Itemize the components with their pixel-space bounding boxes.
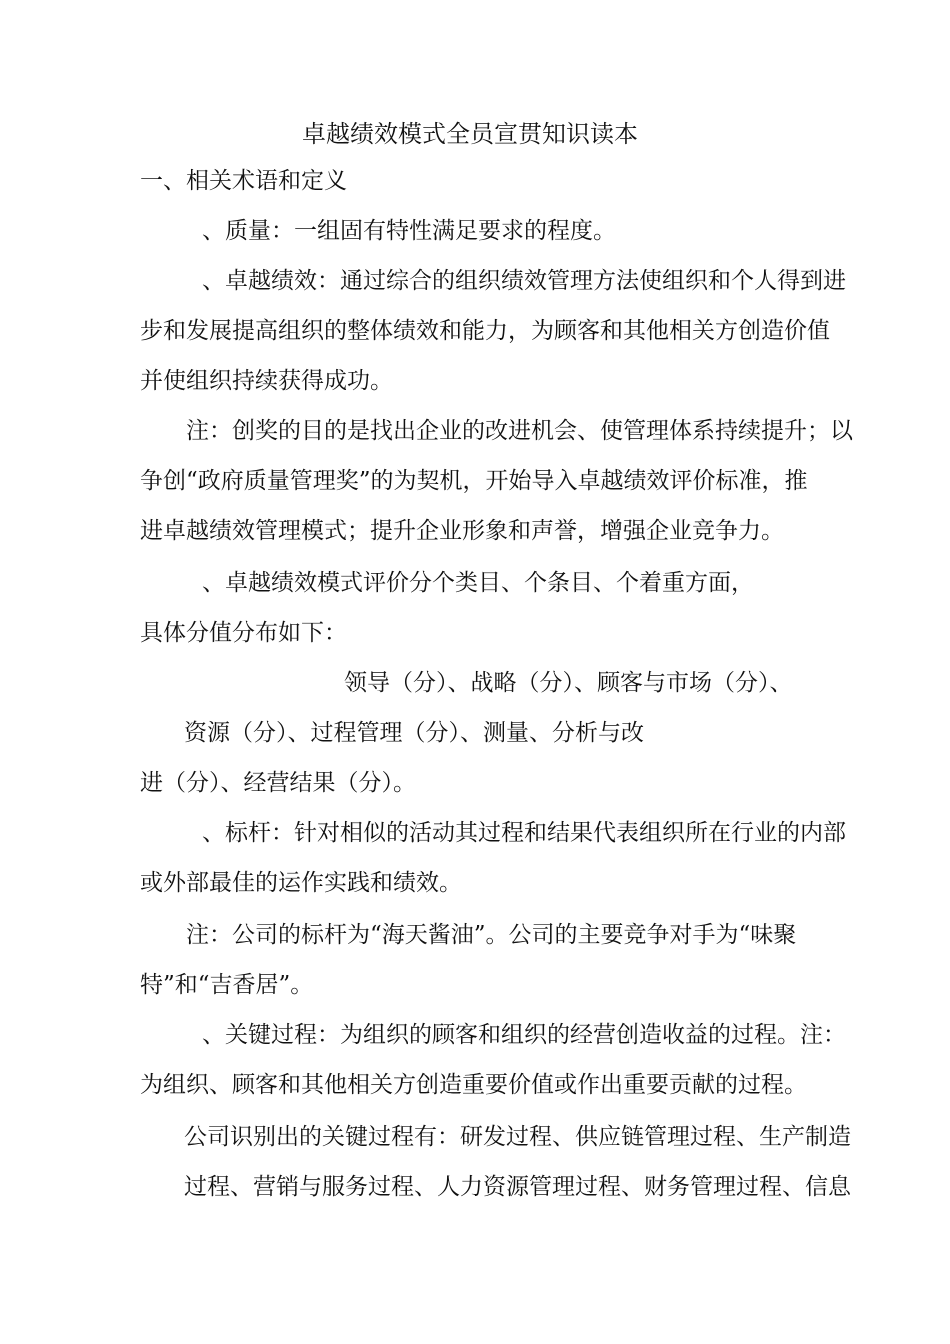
text-line: 过程、营销与服务过程、人力资源管理过程、财务管理过程、信息 <box>184 1174 851 1200</box>
text-line: 具体分值分布如下： <box>140 620 347 646</box>
text-line: 、质量：一组固有特性满足要求的程度。 <box>202 218 616 244</box>
text-line: 、卓越绩效模式评价分个类目、个条目、个着重方面， <box>202 570 754 596</box>
text-line: 注：公司的标杆为“海天酱油”。公司的主要竞争对手为“味聚 <box>186 922 797 948</box>
text-line: 公司识别出的关键过程有：研发过程、供应链管理过程、生产制造 <box>184 1124 851 1150</box>
section-heading: 一、相关术语和定义 <box>140 168 347 194</box>
text-line: 特”和“吉香居”。 <box>140 972 314 998</box>
text-line: 资源（分）、过程管理（分）、测量、分析与改 <box>184 720 644 746</box>
text-line: 进（分）、经营结果（分）。 <box>140 770 416 796</box>
text-line: 进卓越绩效管理模式；提升企业形象和声誉，增强企业竞争力。 <box>140 518 784 544</box>
text-line: 、关键过程：为组织的顾客和组织的经营创造收益的过程。注： <box>202 1022 846 1048</box>
text-line: 、卓越绩效：通过综合的组织绩效管理方法使组织和个人得到进 <box>202 268 846 294</box>
text-line: 为组织、顾客和其他相关方创造重要价值或作出重要贡献的过程。 <box>140 1072 807 1098</box>
text-line: 争创“政府质量管理奖”的为契机，开始导入卓越绩效评价标准，推 <box>140 468 808 494</box>
text-line: 、标杆：针对相似的活动其过程和结果代表组织所在行业的内部 <box>202 820 846 846</box>
text-line: 或外部最佳的运作实践和绩效。 <box>140 870 462 896</box>
document-title: 卓越绩效模式全员宣贯知识读本 <box>302 120 638 148</box>
text-line: 注：创奖的目的是找出企业的改进机会、使管理体系持续提升；以 <box>186 418 853 444</box>
text-line: 并使组织持续获得成功。 <box>140 368 393 394</box>
text-line: 步和发展提高组织的整体绩效和能力，为顾客和其他相关方创造价值 <box>140 318 830 344</box>
text-line: 领导（分）、战略（分）、顾客与市场（分）、 <box>344 670 793 696</box>
